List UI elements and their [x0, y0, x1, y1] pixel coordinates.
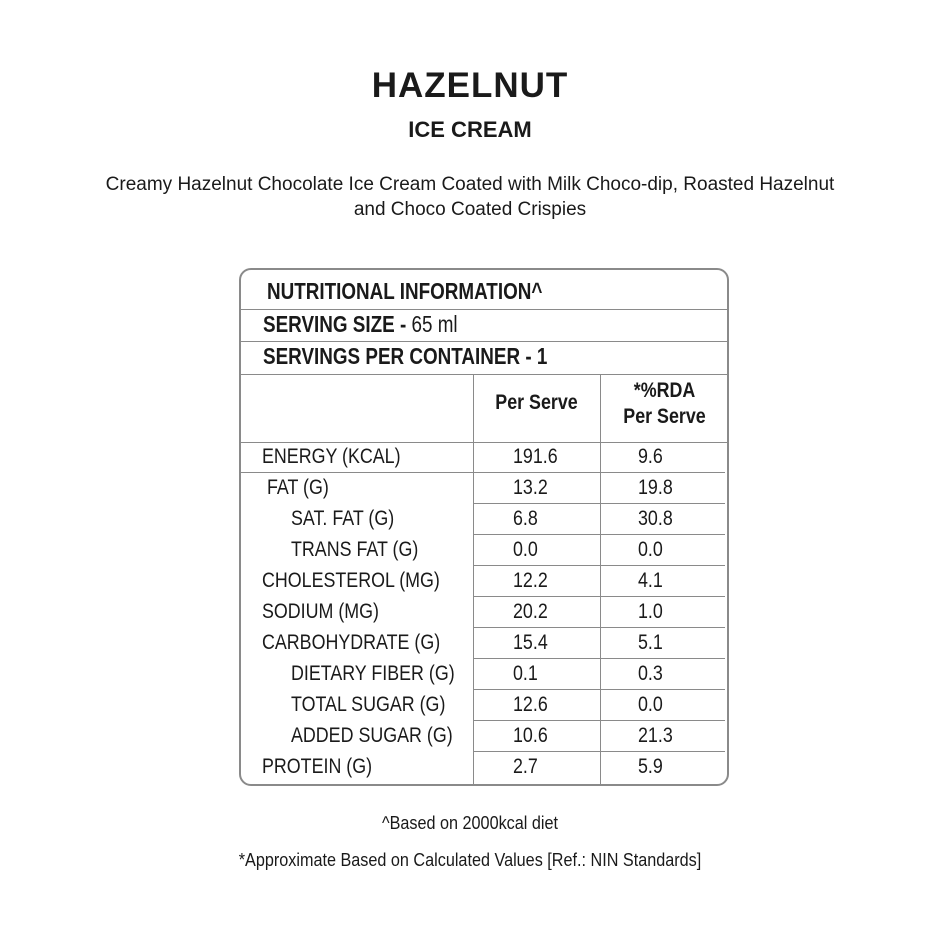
rda-value: 19.8 — [638, 476, 673, 499]
rda-value: 1.0 — [638, 600, 663, 623]
nutrient-label: TRANS FAT (G) — [291, 538, 419, 561]
serving-size-label: SERVING SIZE - — [263, 311, 407, 337]
product-subtitle: ICE CREAM — [408, 117, 532, 142]
column-rda-line2: Per Serve — [623, 405, 706, 428]
diet-footnote: ^Based on 2000kcal diet — [381, 813, 559, 833]
table-row — [241, 442, 727, 473]
column-rda — [610, 378, 720, 430]
per-serve-value: 191.6 — [513, 445, 558, 468]
column-rda-line1: *%RDA — [633, 379, 696, 402]
servings-per-container: SERVINGS PER CONTAINER - 1 — [263, 343, 548, 369]
nutrient-label: DIETARY FIBER (G) — [291, 662, 455, 685]
table-row — [241, 566, 727, 597]
rda-value: 9.6 — [638, 445, 663, 468]
column-per-serve: Per Serve — [495, 391, 578, 414]
nutrient-label: PROTEIN (G) — [262, 755, 373, 778]
rda-value: 21.3 — [638, 724, 673, 747]
nutrient-label: TOTAL SUGAR (G) — [291, 693, 446, 716]
product-title: HAZELNUT — [371, 66, 569, 105]
nutrient-label: CHOLESTEROL (MG) — [262, 569, 440, 592]
product-description: Creamy Hazelnut Chocolate Ice Cream Coated with Milk Choco-dip, Roasted Hazelnut and Choco Coated Crispies — [105, 174, 835, 220]
rda-value: 0.3 — [638, 662, 663, 685]
per-serve-value: 12.6 — [513, 693, 548, 716]
rda-value: 30.8 — [638, 507, 673, 530]
serving-size — [263, 311, 458, 338]
nutrient-label: SAT. FAT (G) — [291, 507, 395, 530]
nutrient-label: ENERGY (KCAL) — [262, 445, 401, 468]
table-row — [241, 628, 727, 659]
per-serve-value: 6.8 — [513, 507, 538, 530]
table-row — [241, 535, 727, 566]
nutrient-label: FAT (G) — [267, 476, 329, 499]
rda-value: 5.1 — [638, 631, 663, 654]
per-serve-value: 10.6 — [513, 724, 548, 747]
per-serve-value: 12.2 — [513, 569, 548, 592]
rda-value: 5.9 — [638, 755, 663, 778]
table-row — [241, 659, 727, 690]
nutrient-label: SODIUM (MG) — [262, 600, 380, 623]
rda-value: 0.0 — [638, 693, 663, 716]
per-serve-value: 13.2 — [513, 476, 548, 499]
table-row — [241, 504, 727, 535]
table-row — [241, 690, 727, 721]
nutrient-label: ADDED SUGAR (G) — [291, 724, 453, 747]
nutrient-label: CARBOHYDRATE (G) — [262, 631, 441, 654]
per-serve-value: 2.7 — [513, 755, 538, 778]
rda-value: 0.0 — [638, 538, 663, 561]
per-serve-value: 20.2 — [513, 600, 548, 623]
rda-value: 4.1 — [638, 569, 663, 592]
per-serve-value: 15.4 — [513, 631, 548, 654]
table-row — [241, 752, 727, 783]
approx-footnote: *Approximate Based on Calculated Values [Ref.: NIN Standards] — [238, 850, 702, 870]
per-serve-value: 0.1 — [513, 662, 538, 685]
nutrition-heading: NUTRITIONAL INFORMATION^ — [267, 278, 543, 304]
per-serve-value: 0.0 — [513, 538, 538, 561]
table-row — [241, 597, 727, 628]
table-row — [241, 721, 727, 752]
table-row — [241, 473, 727, 504]
serving-size-value: 65 ml — [411, 311, 458, 337]
nutrition-panel — [239, 268, 729, 786]
